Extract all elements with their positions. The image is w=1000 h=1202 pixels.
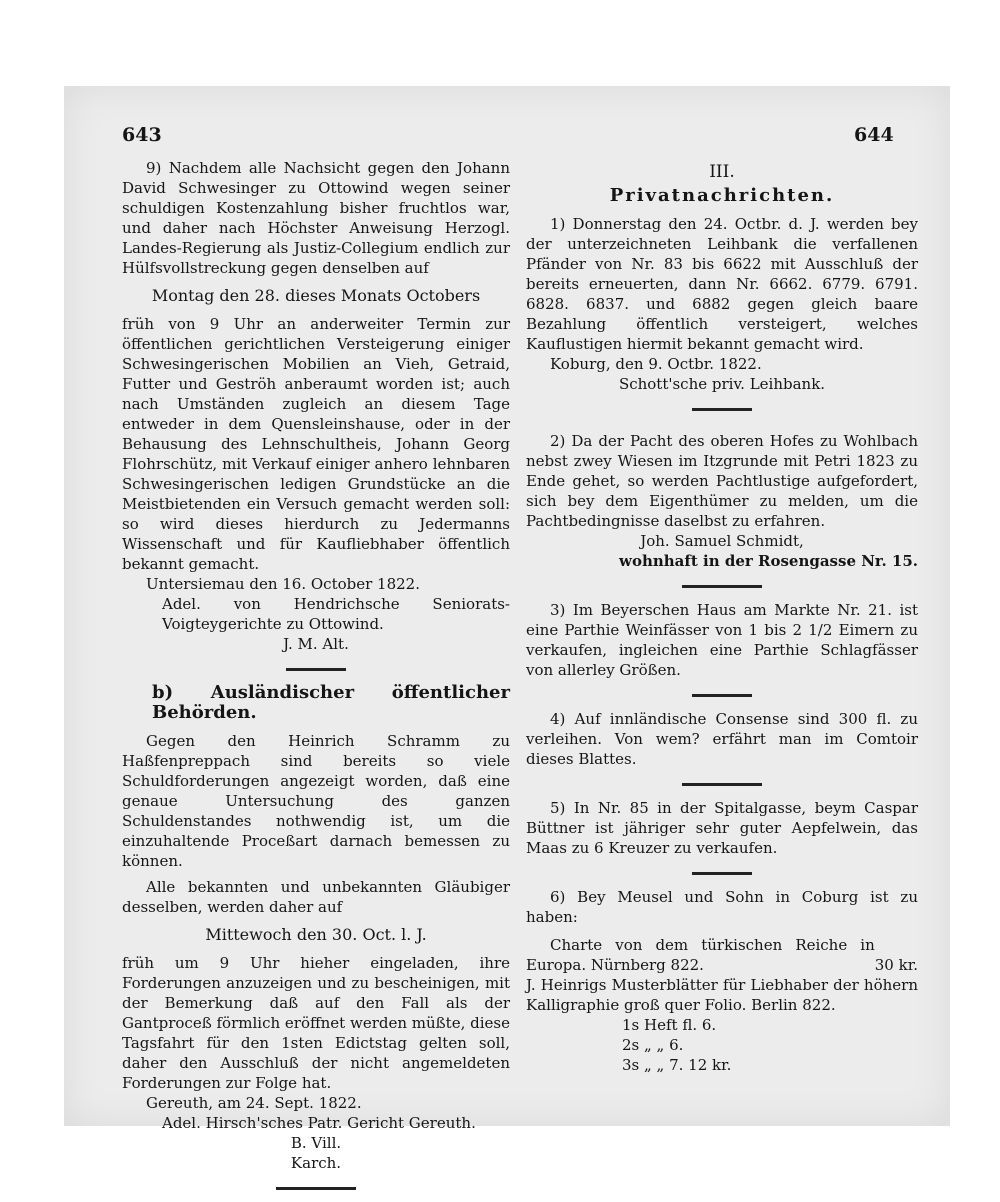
notice-9-text: 9) Nachdem alle Nachsicht gegen den Johann David Schwesinger zu Ottowind wegen seiner schuldigen Kostenzahlung bisher fruchtlos war, und daher nach Höchster Anweisung Herzogl. Landes-Regierung als Justiz-Collegium endlich zur Hülfsvollstreckung gegen denselben auf [122, 159, 510, 277]
notice-2-address: wohnhaft in der Rosengasse Nr. 15. [619, 552, 918, 570]
left-column [122, 158, 510, 1202]
notice-2-text: 2) Da der Pacht des oberen Hofes zu Wohlbach nebst zwey Wiesen im Itzgrunde mit Petri 1823 zu Ende gehet, so werden Pachtlustige aufgefordert, sich bey dem Eigenthümer zu melden, um die Pachtbedingnisse daselbst zu erfahren. [526, 432, 918, 530]
notice-b-signer-2: Karch. [290, 1154, 342, 1172]
page-number-left: 643 [122, 124, 162, 146]
divider [276, 1187, 356, 1190]
notice-b-text: Gegen den Heinrich Schramm zu Haßfenpreppach sind bereits so viele Schuldforderungen angezeigt worden, daß eine genaue Untersuchung des ganzen Schuldenstandes nothwendig ist, um die einzuhaltende Proceßart darnach bemessen zu können. [122, 732, 510, 870]
page-number-right: 644 [854, 124, 894, 146]
notice-9-date: Montag den 28. dieses Monats Octobers [151, 286, 481, 305]
notice-9-body: früh von 9 Uhr an anderweiter Termin zur öffentlichen gerichtlichen Versteigerung einiger Schwesingerischen Mobilien an Vieh, Getraid, Futter und Geströh anberaumt worden ist; auch nach Umständen zugleich an diesem Tage entweder in dem Quensleinshause, oder in der Behausung des Lehnschultheis, Johann Georg Flohrschütz, mit Verkauf einiger anhero lehnbaren Schwesingerischen ledigen Grundstücke an die Meistbietenden ein Versuch gemacht werden soll: so wird dieses hierdurch zu Jedermanns Wissenschaft und für Kaufliebhaber öffentlich bekannt gemacht. [122, 315, 510, 573]
notice-b-signature: Adel. Hirsch'sches Patr. Gericht Gereuth. [162, 1114, 476, 1132]
book-2-title: J. Heinrigs Musterblätter für Liebhaber der höhern Kalligraphie groß quer Folio. Berlin 822. [526, 976, 918, 1014]
notice-1-place: Koburg, den 9. Octbr. 1822. [550, 355, 762, 373]
section-number: III. [709, 162, 735, 182]
notice-b-body: früh um 9 Uhr hieher eingeladen, ihre Forderungen anzuzeigen und zu bescheinigen, mit der Bemerkung daß auf den Fall als der Gantproceß förmlich eröffnet werden müßte, diese Tagsfahrt für den 1sten Edictstag gelten soll, daher den Ausschluß der nicht angemeldeten Forderungen zur Folge hat. [122, 954, 510, 1092]
notice-b-signer-1: B. Vill. [290, 1134, 342, 1152]
divider [692, 408, 752, 411]
section-heading: Privatnachrichten. [609, 185, 835, 206]
section-b-heading: b) Ausländischer öffentlicher Behörden. [152, 682, 510, 723]
book-2-volume-3: 3s „ „ 7. 12 kr. [622, 1056, 732, 1074]
notice-4-text: 4) Auf innländische Consense sind 300 fl. zu verleihen. Von wem? erfährt man im Comtoir dieses Blattes. [526, 710, 918, 768]
notice-3-text: 3) Im Beyerschen Haus am Markte Nr. 21. ist eine Parthie Weinfässer von 1 bis 2 1/2 Eimern zu verkaufen, ingleichen eine Parthie Schlagfässer von allerley Größen. [526, 601, 918, 679]
notice-6-text: 6) Bey Meusel und Sohn in Coburg ist zu haben: [526, 888, 918, 926]
notice-1-signature: Schott'sche priv. Leihbank. [618, 375, 826, 393]
book-2-volume-2: 2s „ „ 6. [622, 1036, 684, 1054]
book-2-volume-1: 1s Heft fl. 6. [622, 1016, 717, 1034]
divider [692, 694, 752, 697]
divider [682, 783, 762, 786]
document-page [64, 86, 950, 1172]
notice-b-date: Mittewoch den 30. Oct. l. J. [205, 925, 427, 944]
book-listing-1 [526, 935, 918, 975]
notice-b-text-2: Alle bekannten und unbekannten Gläubiger desselben, werden daher auf [122, 878, 510, 916]
notice-9-signer: J. M. Alt. [283, 635, 349, 653]
notice-9-signature: Adel. von Hendrichsche Seniorats-Voigteygerichte zu Ottowind. [162, 595, 510, 633]
divider [682, 585, 762, 588]
notice-b-place: Gereuth, am 24. Sept. 1822. [146, 1094, 362, 1112]
notice-1-text: 1) Donnerstag den 24. Octbr. d. J. werden bey der unterzeichneten Leihbank die verfallenen Pfänder von Nr. 83 bis 6622 mit Ausschluß der bereits erneuerten, dann Nr. 6662. 6779. 6791. 6828. 6837. und 6882 gegen gleich baare Bezahlung öffentlich versteigert, welches Kauflustigen hiermit bekannt gemacht wird. [526, 215, 918, 353]
divider [692, 872, 752, 875]
right-column [526, 162, 918, 1075]
book-1-price: 30 kr. [874, 956, 918, 974]
notice-9-place: Untersiemau den 16. October 1822. [146, 575, 420, 593]
book-1-title: Charte von dem türkischen Reiche in Europa. Nürnberg 822. [526, 936, 875, 974]
notice-5-text: 5) In Nr. 85 in der Spitalgasse, beym Caspar Büttner ist jähriger sehr guter Aepfelwein, das Maas zu 6 Kreuzer zu verkaufen. [526, 799, 918, 857]
notice-2-signature: Joh. Samuel Schmidt, [640, 532, 804, 550]
divider [286, 668, 346, 671]
